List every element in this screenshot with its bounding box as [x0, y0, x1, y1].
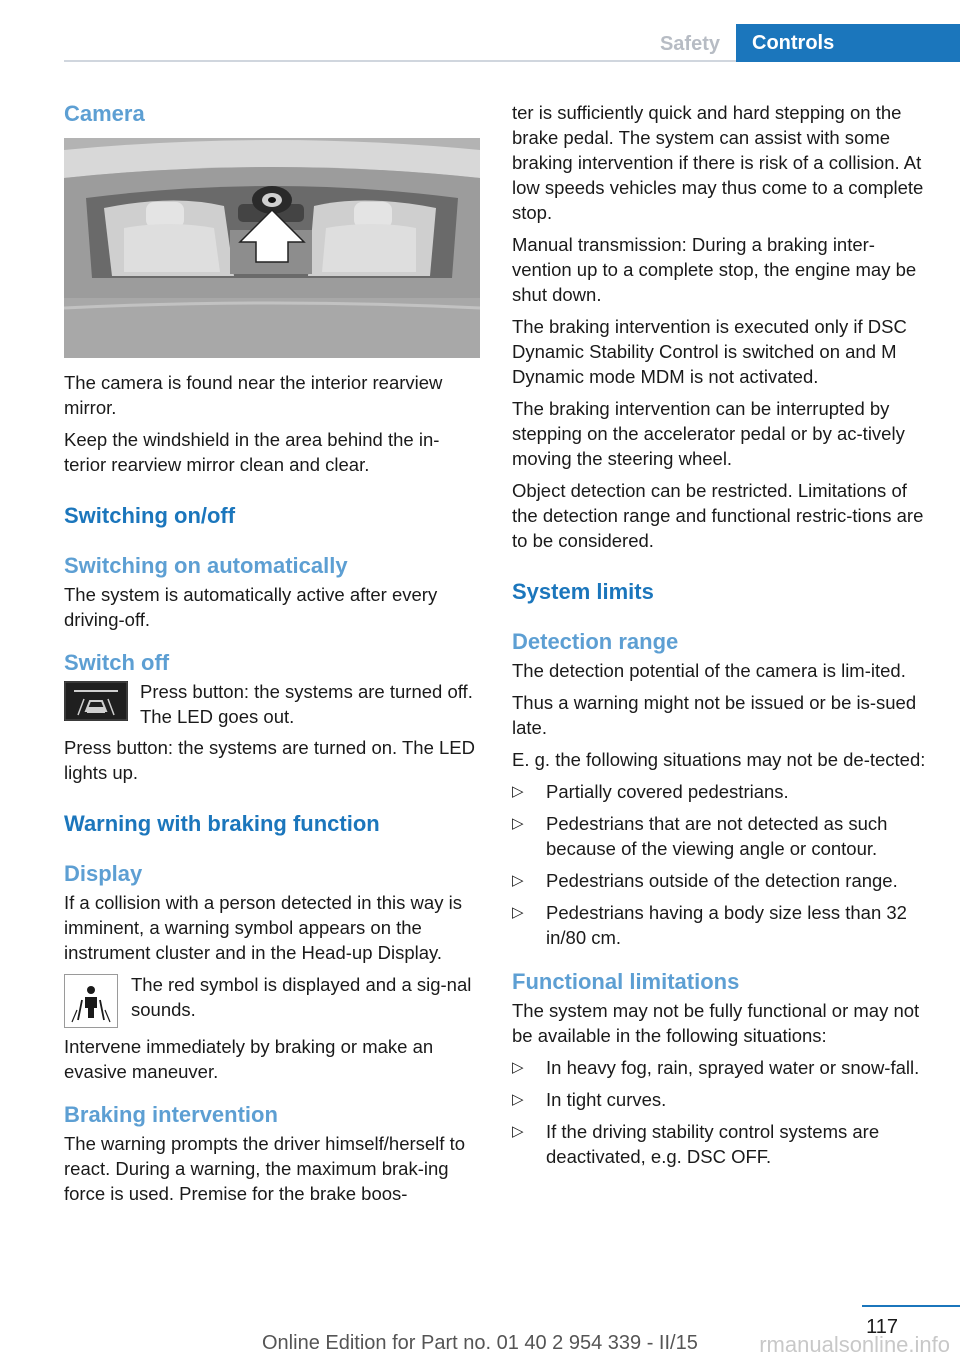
switching-auto-heading: Switching on automatically [64, 553, 348, 578]
functional-list [512, 1055, 928, 1169]
bullet-icon: ▷ [512, 815, 524, 832]
bullet-icon: ▷ [512, 1091, 524, 1108]
eg-situations-text: E. g. the following situations may not be de‐tected: [512, 749, 926, 770]
bullet-icon: ▷ [512, 872, 524, 889]
switch-off-row [64, 679, 480, 729]
bullet-icon: ▷ [512, 904, 524, 921]
red-symbol-text: The red symbol is displayed and a sig‐nal sounds. [131, 974, 472, 1020]
list-item: ▷ Partially covered pedestrians. [512, 781, 789, 802]
dsc-text: The braking intervention is executed only if DSC Dynamic Stability Control is switched on and M Dynamic mode MDM is not activated. [512, 316, 907, 387]
camera-heading: Camera [64, 101, 145, 126]
warning-late-text: Thus a warning might not be issued or be is‐sued late. [512, 692, 917, 738]
windshield-camera-arrow-illustration [64, 138, 480, 358]
detection-list [512, 779, 928, 950]
display-heading: Display [64, 861, 143, 886]
collision-warning-button-icon [64, 681, 128, 721]
watermark: rmanualsonline.info [759, 1332, 950, 1357]
bullet-icon: ▷ [512, 1123, 524, 1140]
left-column [64, 100, 480, 1213]
switch-off-heading: Switch off [64, 650, 170, 675]
list-item: ▷ Pedestrians having a body size less than 32 in/80 cm. [512, 902, 907, 948]
switch-on-text: Press button: the systems are turned on. The LED lights up. [64, 737, 475, 783]
list-item: ▷ Pedestrians that are not detected as such because of the viewing angle or contour. [512, 813, 888, 859]
switching-heading: Switching on/off [64, 503, 236, 528]
camera-location-text: The camera is found near the interior rearview mirror. [64, 372, 443, 418]
list-item: ▷ Pedestrians outside of the detection range. [512, 870, 898, 891]
edition-text: Online Edition for Part no. 01 40 2 954 339 - II/15 [262, 1332, 698, 1354]
brake-booster-text: ter is sufficiently quick and hard stepping on the brake pedal. The system can assist with some braking intervention if there is risk of a collision. At low speeds vehicles may thus come to a complete stop. [512, 102, 924, 223]
right-column [512, 100, 928, 1177]
pedestrian-warning-icon [64, 974, 118, 1028]
footer-rule [862, 1305, 960, 1307]
object-detection-text: Object detection can be restricted. Limitations of the detection range and functional restric‐tions are to be considered. [512, 480, 924, 551]
display-text: If a collision with a person detected in this way is imminent, a warning symbol appears on the instrument cluster and in the Head-up Display. [64, 892, 462, 963]
functional-limitations-heading: Functional limitations [512, 969, 740, 994]
braking-intervention-heading: Braking intervention [64, 1102, 278, 1127]
list-item: ▷ In heavy fog, rain, sprayed water or snow‐fall. [512, 1057, 920, 1078]
bullet-icon: ▷ [512, 1059, 524, 1076]
interrupt-text: The braking intervention can be interrupted by stepping on the accelerator pedal or by ac‐tively moving the steering wheel. [512, 398, 905, 469]
system-limits-heading: System limits [512, 579, 654, 604]
braking-intervention-text: The warning prompts the driver himself/herself to react. During a warning, the maximum brak‐ing force is used. Premise for the brake boos‐ [64, 1133, 466, 1204]
detection-range-heading: Detection range [512, 629, 679, 654]
list-item: ▷ If the driving stability control systems are deactivated, e.g. DSC OFF. [512, 1121, 880, 1167]
detection-range-text: The detection potential of the camera is lim‐ited. [512, 660, 906, 681]
manual-transmission-text: Manual transmission: During a braking inter‐vention up to a complete stop, the engine may be shut down. [512, 234, 917, 305]
section-tab-safety: Safety [659, 33, 720, 55]
intervene-text: Intervene immediately by braking or make an evasive maneuver. [64, 1036, 434, 1082]
page-header [64, 24, 960, 62]
windshield-camera-figure [64, 138, 480, 358]
bullet-icon: ▷ [512, 783, 524, 800]
windshield-text: Keep the windshield in the area behind the in‐terior rearview mirror clean and clear. [64, 429, 440, 475]
warning-braking-heading: Warning with braking function [64, 811, 380, 836]
red-symbol-row [64, 972, 480, 1028]
functional-limitations-text: The system may not be fully functional or may not be available in the following situations: [512, 1000, 920, 1046]
switch-off-text: Press button: the systems are turned off. The LED goes out. [140, 681, 473, 727]
page-number: 117 [866, 1316, 898, 1338]
switching-auto-text: The system is automatically active after every driving-off. [64, 584, 438, 630]
chapter-tab-controls: Controls [736, 24, 960, 62]
list-item: ▷ In tight curves. [512, 1089, 667, 1110]
